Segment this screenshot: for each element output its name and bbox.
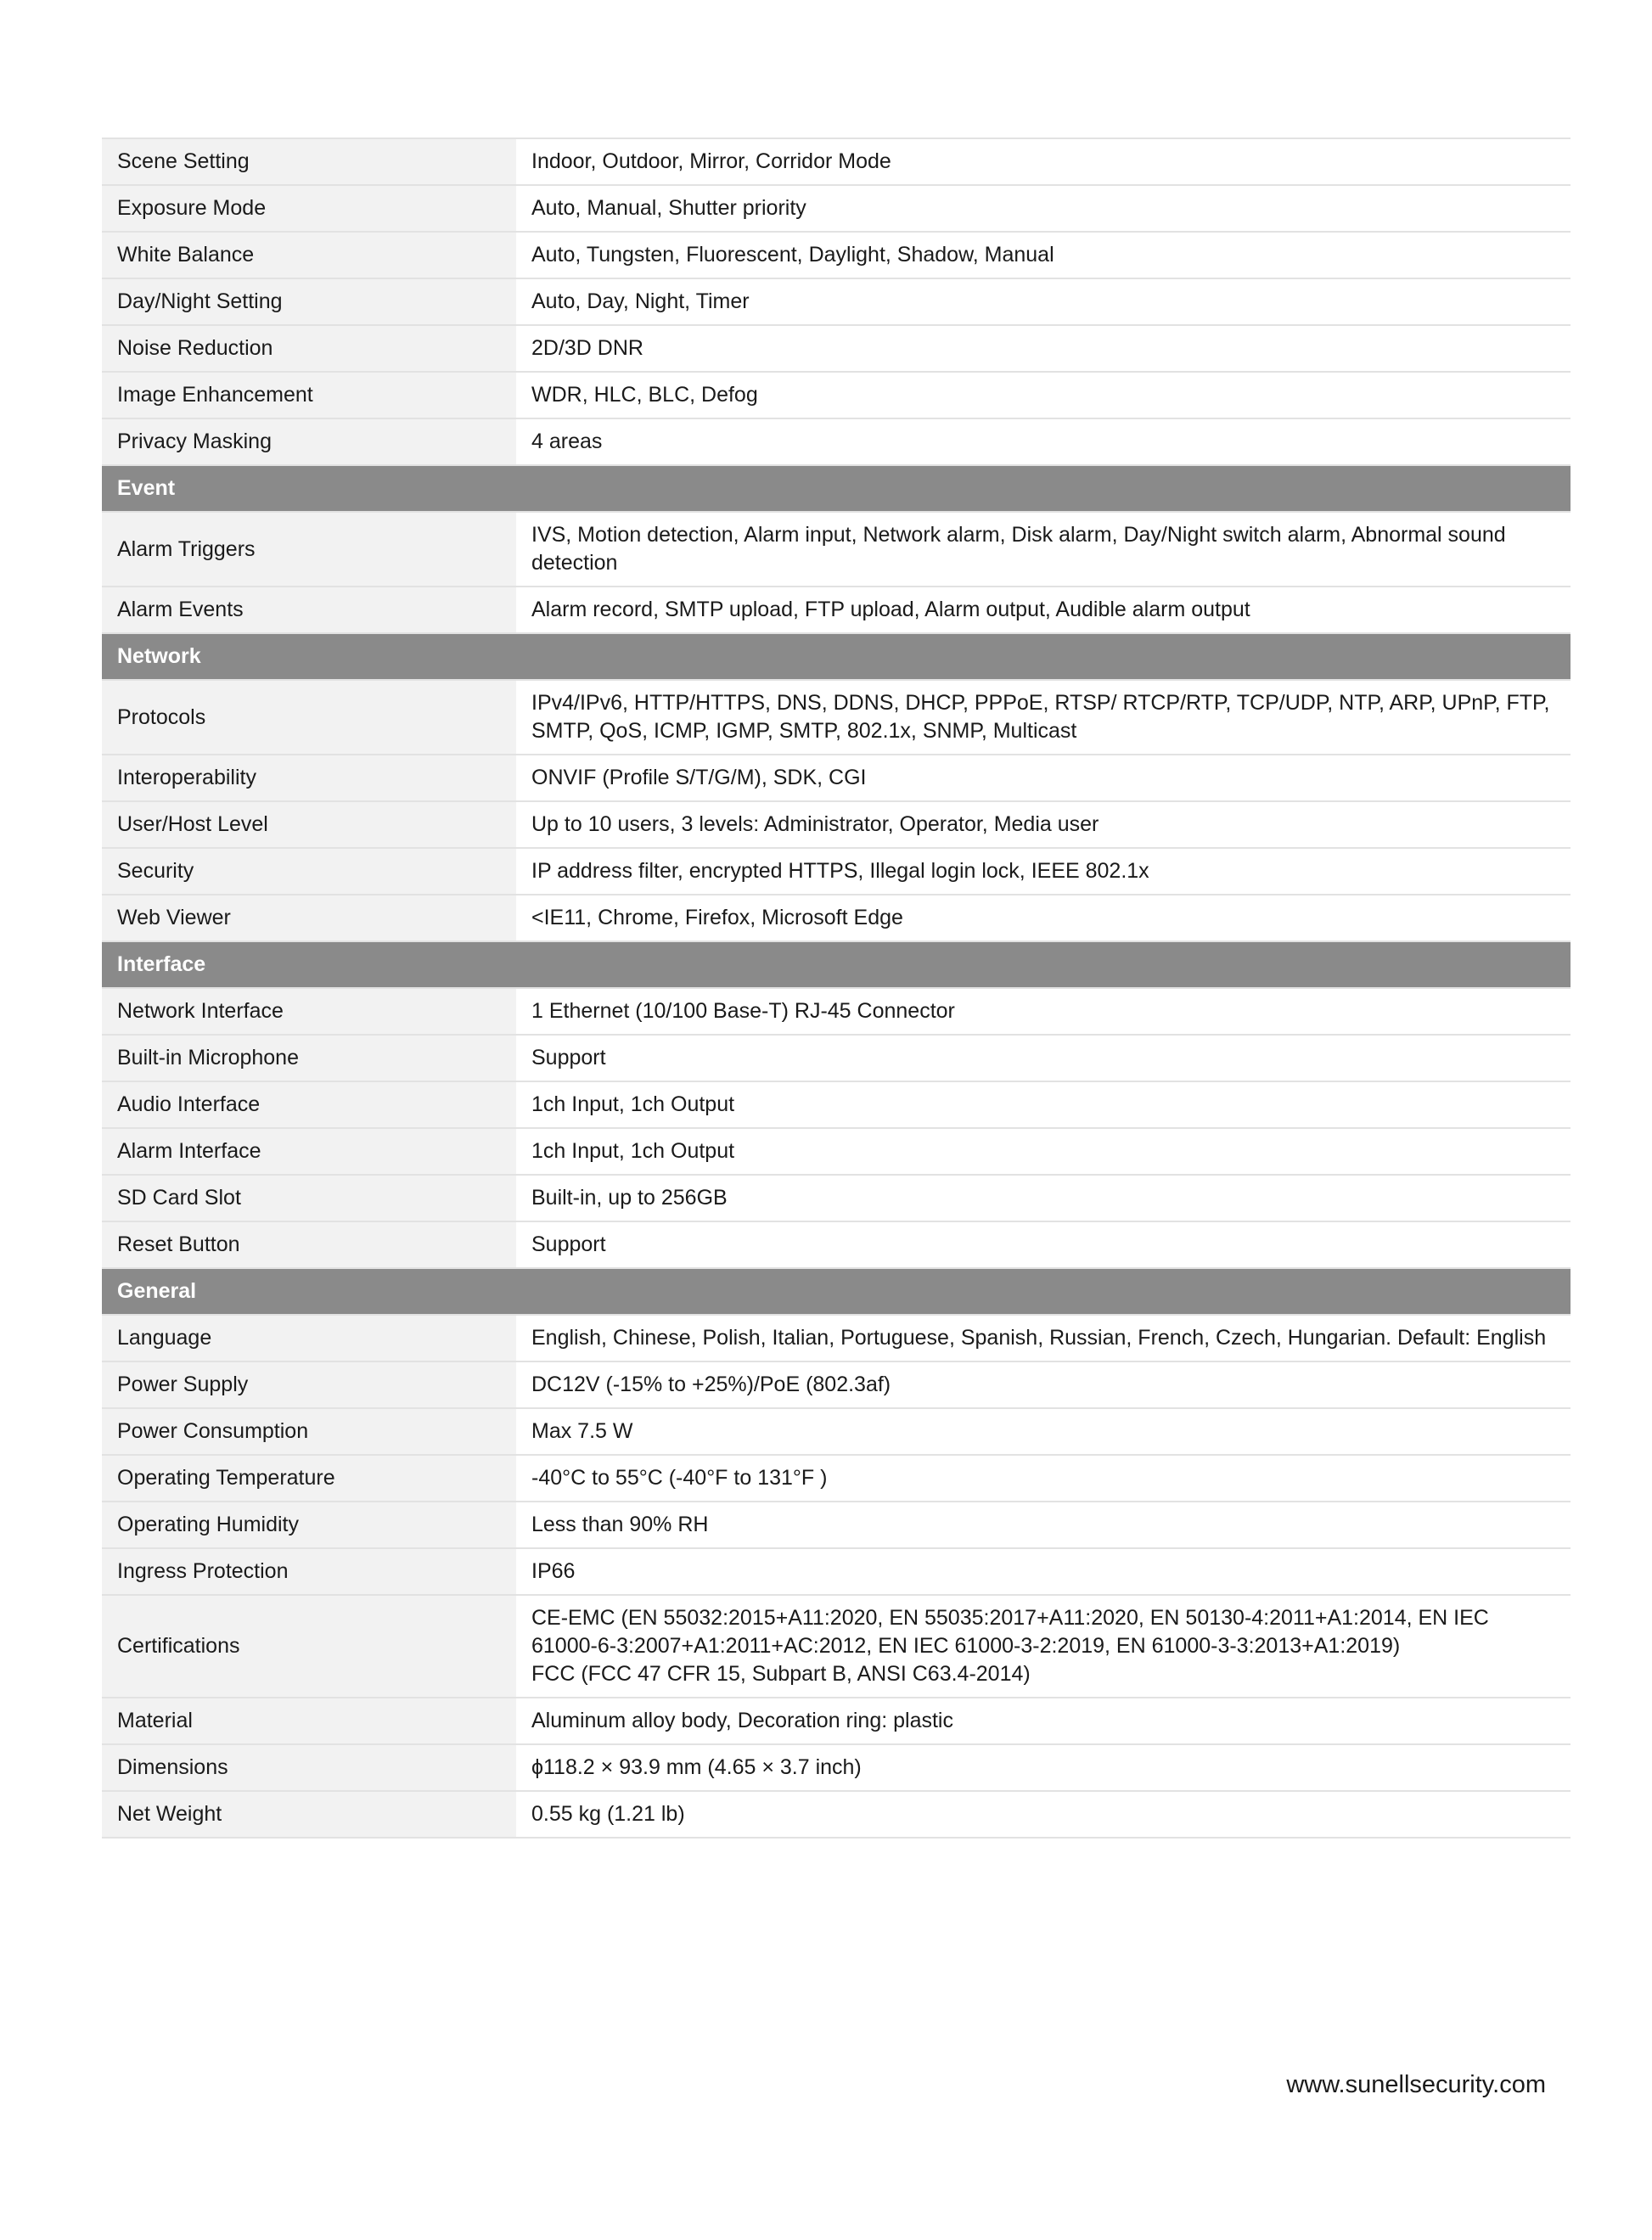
spec-row [102,1791,1571,1838]
spec-label: Alarm Triggers [102,512,516,587]
spec-value: 0.55 kg (1.21 lb) [516,1791,1571,1838]
spec-label: Alarm Events [102,587,516,633]
spec-label: Ingress Protection [102,1548,516,1595]
spec-row [102,1175,1571,1221]
spec-value: Support [516,1035,1571,1081]
spec-row [102,325,1571,372]
spec-row [102,587,1571,633]
spec-row [102,755,1571,801]
spec-value: CE-EMC (EN 55032:2015+A11:2020, EN 55035:2017+A11:2020, EN 50130-4:2011+A1:2014, EN IEC 61000-6-3:2007+A1:2011+AC:2012, EN IEC 61000-3-2:2019, EN 61000-3-3:2013+A1:2019) FCC (FCC 47 CFR 15, Subpart B, ANSI C63.4-2014) [516,1595,1571,1698]
spec-value: ϕ118.2 × 93.9 mm (4.65 × 3.7 inch) [516,1744,1571,1791]
section-header [102,633,1571,680]
spec-label: Dimensions [102,1744,516,1791]
spec-label: Interoperability [102,755,516,801]
spec-row [102,988,1571,1035]
spec-label: Noise Reduction [102,325,516,372]
spec-row [102,1455,1571,1502]
spec-label: Net Weight [102,1791,516,1838]
spec-value: Up to 10 users, 3 levels: Administrator, Operator, Media user [516,801,1571,848]
spec-value: Alarm record, SMTP upload, FTP upload, Alarm output, Audible alarm output [516,587,1571,633]
spec-value: Auto, Tungsten, Fluorescent, Daylight, Shadow, Manual [516,232,1571,278]
spec-row [102,278,1571,325]
section-title: Network [102,633,1571,680]
spec-value: English, Chinese, Polish, Italian, Portuguese, Spanish, Russian, French, Czech, Hungarian. Default: English [516,1315,1571,1361]
spec-label: Exposure Mode [102,185,516,232]
spec-row [102,1595,1571,1698]
spec-label: Certifications [102,1595,516,1698]
spec-row [102,848,1571,895]
spec-value: 1ch Input, 1ch Output [516,1081,1571,1128]
spec-label: Built-in Microphone [102,1035,516,1081]
spec-label: Reset Button [102,1221,516,1268]
section-title: General [102,1268,1571,1315]
spec-row [102,895,1571,941]
spec-value: IVS, Motion detection, Alarm input, Network alarm, Disk alarm, Day/Night switch alarm, Abnormal sound detection [516,512,1571,587]
spec-row [102,1035,1571,1081]
spec-label: Power Supply [102,1361,516,1408]
spec-value: Less than 90% RH [516,1502,1571,1548]
spec-label: Privacy Masking [102,418,516,465]
spec-value: 1ch Input, 1ch Output [516,1128,1571,1175]
spec-value: 1 Ethernet (10/100 Base-T) RJ-45 Connector [516,988,1571,1035]
spec-label: Operating Temperature [102,1455,516,1502]
spec-value: Indoor, Outdoor, Mirror, Corridor Mode [516,138,1571,185]
spec-row [102,418,1571,465]
spec-table [102,138,1571,1839]
spec-label: SD Card Slot [102,1175,516,1221]
spec-row [102,138,1571,185]
spec-value: Built-in, up to 256GB [516,1175,1571,1221]
spec-value: ONVIF (Profile S/T/G/M), SDK, CGI [516,755,1571,801]
section-title: Interface [102,941,1571,988]
spec-label: Material [102,1698,516,1744]
section-header [102,941,1571,988]
spec-row [102,1744,1571,1791]
spec-row [102,1502,1571,1548]
spec-value: 4 areas [516,418,1571,465]
spec-row [102,680,1571,755]
section-header [102,1268,1571,1315]
spec-label: Day/Night Setting [102,278,516,325]
spec-label: Language [102,1315,516,1361]
spec-value: DC12V (-15% to +25%)/PoE (802.3af) [516,1361,1571,1408]
footer-website-url: www.sunellsecurity.com [1286,2071,1546,2098]
spec-label: Power Consumption [102,1408,516,1455]
spec-table-body [102,138,1571,1838]
spec-value: 2D/3D DNR [516,325,1571,372]
spec-value: Auto, Manual, Shutter priority [516,185,1571,232]
spec-label: Network Interface [102,988,516,1035]
spec-row [102,185,1571,232]
spec-row [102,1408,1571,1455]
spec-label: Audio Interface [102,1081,516,1128]
spec-value: IP address filter, encrypted HTTPS, Illegal login lock, IEEE 802.1x [516,848,1571,895]
section-title: Event [102,465,1571,512]
spec-label: Operating Humidity [102,1502,516,1548]
spec-row [102,1221,1571,1268]
spec-value: -40°C to 55°C (-40°F to 131°F ) [516,1455,1571,1502]
spec-label: User/Host Level [102,801,516,848]
spec-value: IPv4/IPv6, HTTP/HTTPS, DNS, DDNS, DHCP, PPPoE, RTSP/ RTCP/RTP, TCP/UDP, NTP, ARP, UPnP, FTP, SMTP, QoS, ICMP, IGMP, SMTP, 802.1x, SNMP, Multicast [516,680,1571,755]
spec-label: Alarm Interface [102,1128,516,1175]
spec-row [102,1315,1571,1361]
spec-value: Support [516,1221,1571,1268]
spec-value: IP66 [516,1548,1571,1595]
spec-label: White Balance [102,232,516,278]
spec-row [102,512,1571,587]
spec-row [102,1128,1571,1175]
spec-row [102,1081,1571,1128]
spec-value: Auto, Day, Night, Timer [516,278,1571,325]
spec-label: Security [102,848,516,895]
spec-value: Aluminum alloy body, Decoration ring: plastic [516,1698,1571,1744]
spec-row [102,1548,1571,1595]
spec-value: Max 7.5 W [516,1408,1571,1455]
spec-label: Protocols [102,680,516,755]
spec-label: Image Enhancement [102,372,516,418]
spec-row [102,1698,1571,1744]
spec-value: <IE11, Chrome, Firefox, Microsoft Edge [516,895,1571,941]
spec-row [102,372,1571,418]
spec-label: Web Viewer [102,895,516,941]
spec-value: WDR, HLC, BLC, Defog [516,372,1571,418]
section-header [102,465,1571,512]
spec-row [102,1361,1571,1408]
spec-row [102,801,1571,848]
spec-label: Scene Setting [102,138,516,185]
spec-row [102,232,1571,278]
